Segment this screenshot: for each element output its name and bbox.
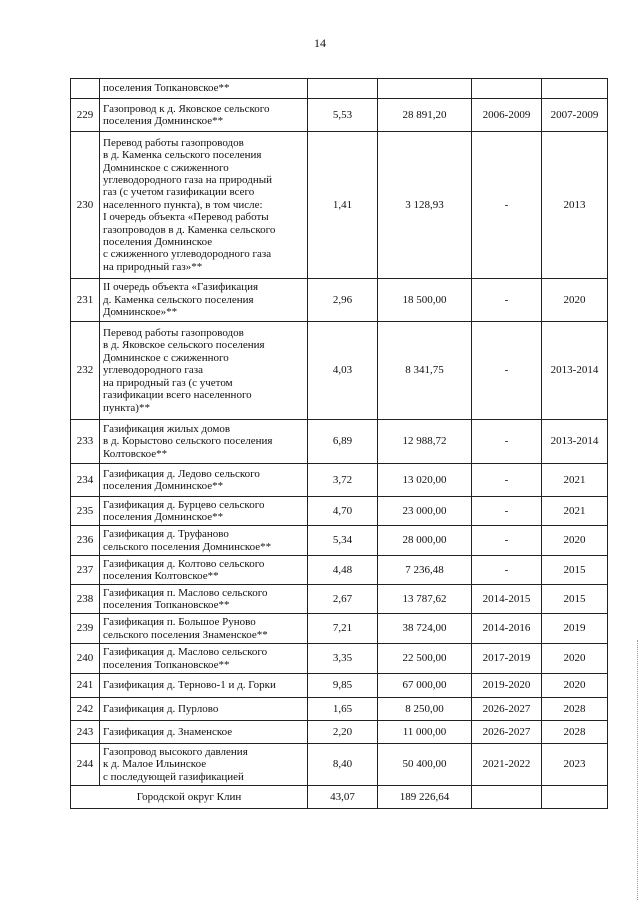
total-length: 43,07 (308, 786, 378, 809)
table-row (71, 721, 608, 744)
gas-pipeline-table (70, 78, 608, 809)
row-number: 232 (71, 322, 100, 420)
table-row (71, 99, 608, 132)
build-years: 2020 (542, 526, 608, 556)
row-number: 240 (71, 644, 100, 674)
object-name: Газификация д. Маслово сельского поселения Топкановское** (100, 644, 308, 674)
cost-value: 13 020,00 (378, 464, 472, 497)
build-years: 2021 (542, 464, 608, 497)
cost-value: 18 500,00 (378, 279, 472, 322)
total-cost: 189 226,64 (378, 786, 472, 809)
row-number: 230 (71, 132, 100, 279)
object-name: Газификация д. Пурлово (100, 698, 308, 721)
cost-value: 67 000,00 (378, 674, 472, 698)
length-km: 2,96 (308, 279, 378, 322)
design-years: - (472, 322, 542, 420)
row-number: 235 (71, 497, 100, 526)
design-years: - (472, 556, 542, 585)
cost-value: 11 000,00 (378, 721, 472, 744)
object-name: поселения Топкановское** (100, 79, 308, 99)
scan-edge-mark (635, 640, 638, 900)
table-row (71, 614, 608, 644)
object-name: Газификация п. Большое Руново сельского поселения Знаменское** (100, 614, 308, 644)
build-years: 2020 (542, 674, 608, 698)
cost-value: 7 236,48 (378, 556, 472, 585)
build-years: 2028 (542, 698, 608, 721)
object-name: Газификация д. Знаменское (100, 721, 308, 744)
row-number: 236 (71, 526, 100, 556)
row-number: 239 (71, 614, 100, 644)
design-years: 2014-2016 (472, 614, 542, 644)
design-years: - (472, 132, 542, 279)
length-km: 4,48 (308, 556, 378, 585)
build-years: 2007-2009 (542, 99, 608, 132)
cost-value: 50 400,00 (378, 744, 472, 786)
design-years: 2026-2027 (472, 721, 542, 744)
cost-value: 28 891,20 (378, 99, 472, 132)
table-row (71, 464, 608, 497)
table-row (71, 585, 608, 614)
page-number: 14 (314, 36, 326, 50)
length-km: 1,65 (308, 698, 378, 721)
row-number: 243 (71, 721, 100, 744)
design-years: 2021-2022 (472, 744, 542, 786)
build-years: 2015 (542, 585, 608, 614)
build-years: 2020 (542, 279, 608, 322)
build-years: 2013-2014 (542, 420, 608, 464)
table-row (71, 556, 608, 585)
design-years: - (472, 464, 542, 497)
cost-value: 28 000,00 (378, 526, 472, 556)
cost-value: 13 787,62 (378, 585, 472, 614)
object-name: II очередь объекта «Газификация д. Каменка сельского поселения Домнинское»** (100, 279, 308, 322)
design-years: - (472, 279, 542, 322)
design-years: - (472, 420, 542, 464)
cost-value: 23 000,00 (378, 497, 472, 526)
design-years: - (472, 497, 542, 526)
table-row (71, 132, 608, 279)
design-years (472, 79, 542, 99)
total-row (71, 786, 608, 809)
row-number: 241 (71, 674, 100, 698)
cost-value (378, 79, 472, 99)
row-number (71, 79, 100, 99)
cost-value: 12 988,72 (378, 420, 472, 464)
table-row (71, 698, 608, 721)
build-years: 2021 (542, 497, 608, 526)
table-row (71, 644, 608, 674)
build-years (542, 79, 608, 99)
table-row (71, 322, 608, 420)
row-number: 244 (71, 744, 100, 786)
length-km: 4,70 (308, 497, 378, 526)
object-name: Газификация п. Маслово сельского поселения Топкановское** (100, 585, 308, 614)
cost-value: 38 724,00 (378, 614, 472, 644)
length-km: 2,67 (308, 585, 378, 614)
object-name: Газификация д. Труфаново сельского поселения Домнинское** (100, 526, 308, 556)
object-name: Газопровод высокого давления к д. Малое Ильинское с последующей газификацией (100, 744, 308, 786)
length-km: 5,34 (308, 526, 378, 556)
design-years: 2006-2009 (472, 99, 542, 132)
length-km: 7,21 (308, 614, 378, 644)
row-number: 237 (71, 556, 100, 585)
build-years: 2020 (542, 644, 608, 674)
cost-value: 3 128,93 (378, 132, 472, 279)
object-name: Газификация жилых домов в д. Корыстово сельского поселения Колтовское** (100, 420, 308, 464)
length-km: 1,41 (308, 132, 378, 279)
row-number: 229 (71, 99, 100, 132)
table-row (71, 744, 608, 786)
object-name: Газификация д. Терново-1 и д. Горки (100, 674, 308, 698)
total-design (472, 786, 542, 809)
length-km: 3,35 (308, 644, 378, 674)
build-years: 2019 (542, 614, 608, 644)
design-years: 2014-2015 (472, 585, 542, 614)
build-years: 2023 (542, 744, 608, 786)
length-km: 3,72 (308, 464, 378, 497)
length-km: 5,53 (308, 99, 378, 132)
object-name: Перевод работы газопроводов в д. Каменка сельского поселения Домнинское с сжиженного углеводородного газа на природный газ (с учетом газификации всего населенного пункта), в том числе: I очередь объекта «Перевод работы газопроводов в д. Каменка сельского поселения Домнинское с сжиженного углеводородного газа на природный газ»** (100, 132, 308, 279)
length-km: 8,40 (308, 744, 378, 786)
row-number: 242 (71, 698, 100, 721)
design-years: 2017-2019 (472, 644, 542, 674)
total-label: Городской округ Клин (71, 786, 308, 809)
table-row (71, 79, 608, 99)
row-number: 233 (71, 420, 100, 464)
table-row (71, 420, 608, 464)
length-km (308, 79, 378, 99)
design-years: 2019-2020 (472, 674, 542, 698)
row-number: 238 (71, 585, 100, 614)
table-row (71, 526, 608, 556)
object-name: Газификация д. Ледово сельского поселения Домнинское** (100, 464, 308, 497)
object-name: Газификация д. Колтово сельского поселения Колтовское** (100, 556, 308, 585)
table-row (71, 497, 608, 526)
length-km: 9,85 (308, 674, 378, 698)
cost-value: 22 500,00 (378, 644, 472, 674)
length-km: 2,20 (308, 721, 378, 744)
design-years: - (472, 526, 542, 556)
build-years: 2015 (542, 556, 608, 585)
build-years: 2028 (542, 721, 608, 744)
object-name: Газификация д. Бурцево сельского поселения Домнинское** (100, 497, 308, 526)
design-years: 2026-2027 (472, 698, 542, 721)
object-name: Перевод работы газопроводов в д. Яковское сельского поселения Домнинское с сжиженного углеводородного газа на природный газ (с учетом газификации всего населенного пункта)** (100, 322, 308, 420)
object-name: Газопровод к д. Яковское сельского поселения Домнинское** (100, 99, 308, 132)
table-row (71, 279, 608, 322)
row-number: 234 (71, 464, 100, 497)
build-years: 2013-2014 (542, 322, 608, 420)
total-build (542, 786, 608, 809)
cost-value: 8 341,75 (378, 322, 472, 420)
cost-value: 8 250,00 (378, 698, 472, 721)
row-number: 231 (71, 279, 100, 322)
length-km: 4,03 (308, 322, 378, 420)
table-row (71, 674, 608, 698)
build-years: 2013 (542, 132, 608, 279)
length-km: 6,89 (308, 420, 378, 464)
